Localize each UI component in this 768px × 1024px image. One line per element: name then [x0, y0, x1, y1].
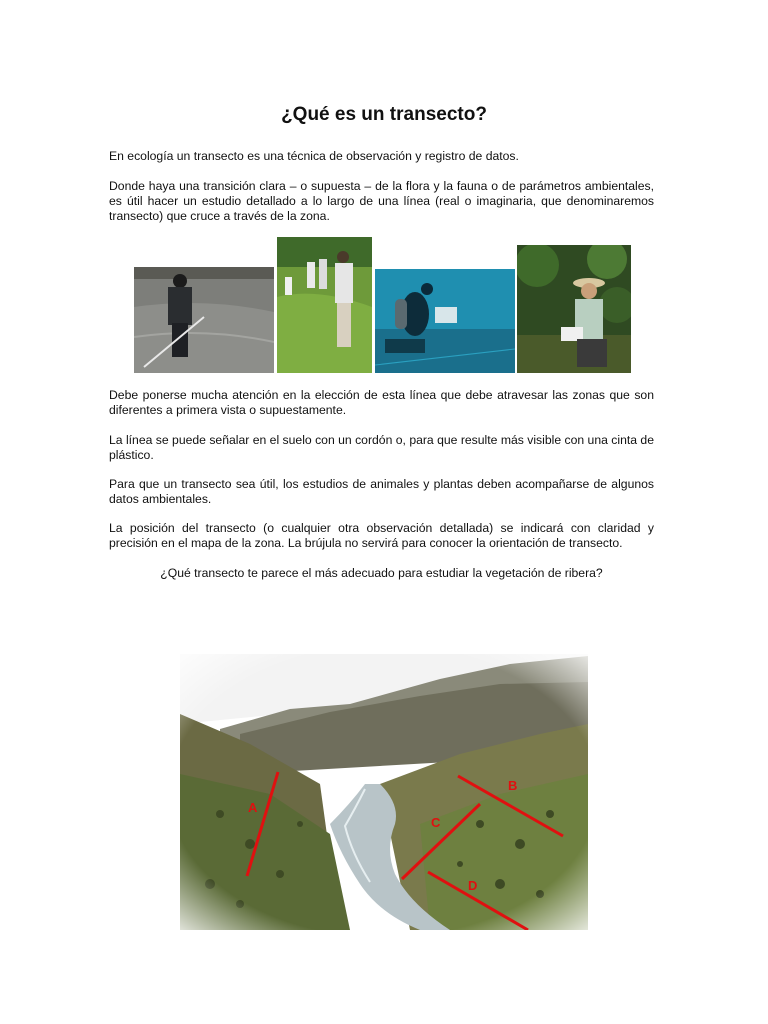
diver-photo [375, 269, 515, 373]
valley-transect-figure [180, 654, 588, 930]
transect-label-a: A [248, 800, 258, 815]
transect-label-c: C [431, 815, 441, 830]
river-valley-photo [180, 654, 588, 930]
person-in-river-photo [134, 267, 274, 373]
paragraph-1: En ecología un transecto es una técnica de observación y registro de datos. [109, 149, 519, 163]
paragraph-3: Debe ponerse mucha atención en la elección de esta línea que debe atravesar las zonas que son diferentes a primera vista o supuestamente. [109, 388, 654, 417]
page-title: ¿Qué es un transecto? [281, 104, 487, 125]
transect-label-d: D [468, 878, 478, 893]
photo-underwater-diver [375, 269, 515, 373]
photo-meadow-group [277, 237, 372, 373]
paragraph-5: Para que un transecto sea útil, los estudios de animales y plantas deben acompañarse de algunos datos ambientales. [109, 477, 654, 506]
paragraph-2: Donde haya una transición clara – o supuesta – de la flora y la fauna o de parámetros ambientales, es útil hacer un estudio detallado a lo largo de una línea (real o imaginaria, que denominaremos transecto) que cruce a través de la zona. [109, 179, 654, 223]
researcher-in-forest-photo [517, 245, 631, 373]
photo-forest-researcher [517, 245, 631, 373]
photo-river-wading [134, 267, 274, 373]
paragraph-4: La línea se puede señalar en el suelo con un cordón o, para que resulte más visible con una cinta de plástico. [109, 433, 654, 462]
people-in-meadow-photo [277, 237, 372, 373]
paragraph-6: La posición del transecto (o cualquier otra observación detallada) se indicará con claridad y precisión en el mapa de la zona. La brújula no servirá para conocer la orientación de transecto. [109, 521, 654, 550]
transect-label-b: B [508, 778, 518, 793]
question: ¿Qué transecto te parece el más adecuado para estudiar la vegetación de ribera? [160, 566, 603, 580]
